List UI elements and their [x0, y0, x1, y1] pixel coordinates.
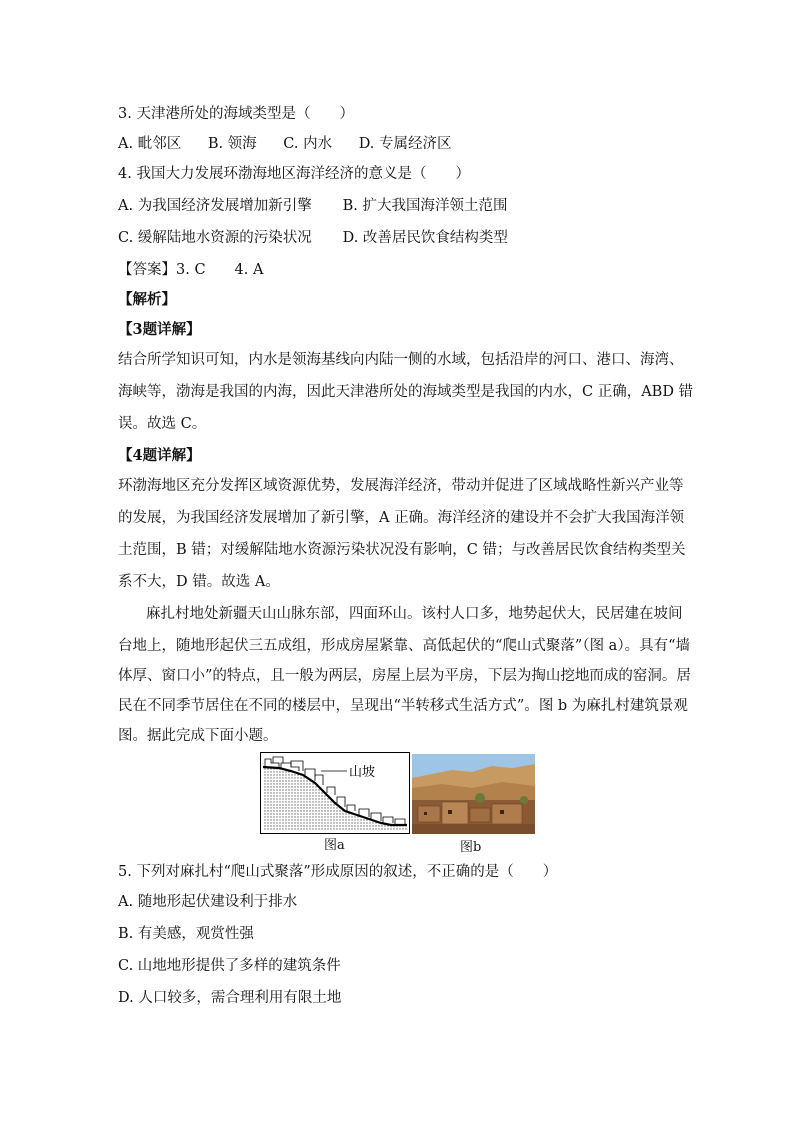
question-4-stem: 4. 我国大力发展环渤海地区海洋经济的意义是（ ） [118, 166, 470, 182]
q5-option-b: B. 有美感，观赏性强 [118, 926, 254, 942]
q3-option-c: C. 内水 [283, 136, 333, 152]
figure-group [260, 752, 540, 855]
detail-3-line: 误。故选 C。 [118, 416, 207, 432]
figure-b-village-photo [412, 754, 535, 834]
detail-3-header: 【3题详解】 [118, 321, 201, 338]
question-4-options-row2 [118, 228, 678, 248]
question-4-options-row1 [118, 196, 678, 216]
detail-4-line: 土范围，B 错；对缓解陆地水资源污染状况没有影响，C 错；与改善居民饮食结构类型关 [118, 542, 686, 558]
detail-4-line: 系不大，D 错。故选 A。 [118, 574, 280, 590]
q5-option-d: D. 人口较多，需合理利用有限土地 [118, 990, 342, 1006]
slope-terrain [263, 767, 407, 831]
figure-a-slope-diagram [260, 752, 410, 834]
q4-option-d: D. 改善居民饮食结构类型 [342, 230, 508, 246]
question-5-stem: 5. 下列对麻扎村“爬山式聚落”形成原因的叙述，不正确的是（ ） [118, 864, 558, 880]
village-photo-svg [412, 754, 535, 834]
detail-4-line: 的发展，为我国经济发展增加了新引擎，A 正确。海洋经济的建设并不会扩大我国海洋领 [118, 510, 685, 526]
passage-line: 台地上，随地形起伏三五成组，形成房屋紧靠、高低起伏的“爬山式聚落”（图 a）。具有“墙 [118, 638, 690, 654]
passage-line: 图。据此完成下面小题。 [118, 728, 278, 744]
q4-option-c: C. 缓解陆地水资源的污染状况 [118, 230, 312, 246]
q4-option-b: B. 扩大我国海洋领土范围 [342, 198, 508, 214]
passage-line: 麻扎村地处新疆天山山脉东部，四面环山。该村人口多，地势起伏大，民居建在坡间 [146, 606, 683, 622]
passage-line: 民在不同季节居住在不同的楼层中，呈现出“半转移式生活方式”。图 b 为麻扎村建筑景观 [118, 698, 688, 714]
figure-a-caption: 图a [324, 838, 345, 853]
q3-option-d: D. 专属经济区 [358, 136, 452, 152]
detail-3-line: 结合所学知识可知，内水是领海基线向内陆一侧的水域，包括沿岸的河口、港口、海湾、 [118, 352, 684, 368]
detail-4-header: 【4题详解】 [118, 447, 201, 464]
answer-line: 【答案】3. C 4. A [118, 262, 264, 278]
analysis-header: 【解析】 [118, 291, 176, 308]
q5-option-c: C. 山地地形提供了多样的建筑条件 [118, 958, 341, 974]
slope-diagram-svg [261, 753, 409, 833]
q4-option-a: A. 为我国经济发展增加新引擎 [118, 198, 312, 214]
q5-option-a: A. 随地形起伏建设利于排水 [118, 894, 298, 910]
slope-label: 山坡 [349, 765, 376, 780]
q3-option-a: A. 毗邻区 [118, 136, 182, 152]
detail-4-line: 环渤海地区充分发挥区域资源优势，发展海洋经济，带动并促进了区域战略性新兴产业等 [118, 478, 684, 494]
passage-line: 体厚、窗口小”的特点，且一般为两层，房屋上层为平房，下层为掏山挖地而成的窑洞。居 [118, 668, 691, 684]
question-3-options [118, 134, 678, 154]
figure-b-caption: 图b [460, 840, 482, 855]
question-3-stem: 3. 天津港所处的海域类型是（ ） [118, 106, 354, 122]
q3-option-b: B. 领海 [207, 136, 257, 152]
detail-3-line: 海峡等，渤海是我国的内海，因此天津港所处的海域类型是我国的内水，C 正确，ABD 错 [118, 384, 694, 400]
